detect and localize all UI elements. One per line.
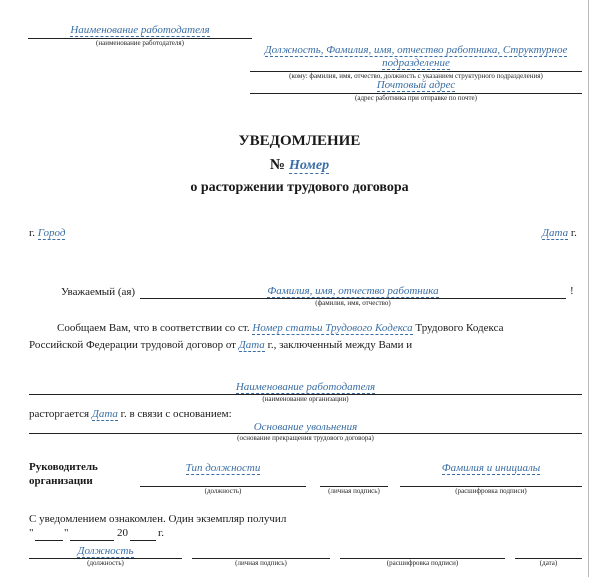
postal-caption: (адрес работника при отправке по почте) (355, 94, 477, 102)
postal-address: Почтовый адрес (376, 79, 456, 91)
recipient-caption: (кому: фамилия, имя, отчество, должность с указанием структурного подразделения) (289, 72, 543, 80)
notice-heading: УВЕДОМЛЕНИЕ (238, 133, 361, 149)
notice-number-row (0, 156, 599, 174)
ack-position-caption: (должность) (87, 559, 124, 567)
document-date: Дата (542, 227, 569, 239)
year-prefix: 20 (117, 527, 128, 539)
notice-subtitle: о расторжении трудового договора (190, 180, 409, 195)
salutation-exclamation: ! (570, 285, 574, 297)
date-row: Дата г. (542, 227, 577, 239)
year-suffix: г. (158, 527, 165, 539)
signatory-label-1: Руководитель (29, 461, 98, 473)
quote-open: " (29, 527, 34, 539)
employer-name-header: Наименование работодателя (70, 24, 210, 36)
signatory-decoding-caption: (расшифровка подписи) (455, 487, 527, 495)
ack-day-line (35, 540, 63, 541)
recipient-line1: Должность, Фамилия, имя, отчество работника, Структурное (264, 44, 568, 56)
signatory-signature-caption: (личная подпись) (328, 487, 380, 495)
reason-caption: (основание прекращения трудового договора) (237, 434, 374, 442)
body-line2: Российской Федерации трудовой договор от Дата г., заключенный между Вами и (29, 339, 413, 351)
termination-reason: Основание увольнения (253, 421, 358, 433)
employee-name: Фамилия, имя, отчество работника (267, 285, 439, 297)
contract-date: Дата (238, 339, 265, 351)
signatory-initials: Фамилия и инициалы (441, 462, 541, 474)
quote-close: " (64, 527, 69, 539)
ack-decoding-caption: (расшифровка подписи) (386, 559, 459, 567)
notice-number: Номер (288, 158, 330, 173)
ack-year-line (130, 540, 156, 541)
ack-month-line (70, 540, 114, 541)
signatory-label-2: организации (29, 475, 93, 487)
employer-body-caption: (наименование организации) (262, 395, 349, 403)
salutation-caption: (фамилия, имя, отчество) (315, 299, 391, 307)
body-line1: Сообщаем Вам, что в соответствии со ст. Номер статьи Трудового Кодекса Трудового Кодекса (57, 322, 504, 334)
termination-date: Дата (91, 408, 118, 420)
employer-caption: (наименование работодателя) (96, 39, 184, 47)
termination-line: расторгается Дата г. в связи с основанием: (29, 408, 232, 420)
page-frame-edge (588, 0, 589, 577)
city: Город (37, 227, 66, 239)
recipient-line2: подразделение (382, 57, 450, 69)
ack-date-caption: (дата) (539, 559, 558, 567)
ack-position: Должность (77, 545, 134, 557)
number-sign: № (269, 157, 285, 173)
signatory-position: Тип должности (185, 462, 261, 474)
employer-name-body: Наименование работодателя (235, 381, 376, 393)
salutation-text: Уважаемый (ая) (61, 286, 136, 298)
acknowledgement-text: С уведомлением ознакомлен. Один экземпляр получил (29, 513, 287, 525)
city-row: г. Город (29, 227, 66, 239)
signatory-position-caption: (должность) (204, 487, 242, 495)
ack-signature-caption: (личная подпись) (235, 559, 287, 567)
article-number: Номер статьи Трудового Кодекса (252, 322, 413, 334)
